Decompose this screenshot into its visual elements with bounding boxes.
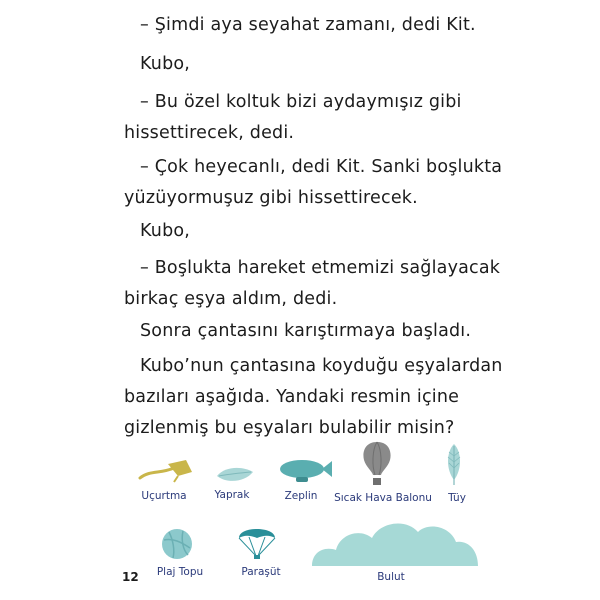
text-line: bazıları aşağıda. Yandaki resmin içine bbox=[124, 387, 460, 407]
kite-icon bbox=[138, 458, 196, 484]
item-label-leaf: Yaprak bbox=[214, 489, 250, 501]
story-paragraph-1 bbox=[124, 10, 476, 41]
item-label-hot-air-balloon: Sıcak Hava Balonu bbox=[334, 492, 432, 504]
text-line: Kubo, bbox=[140, 54, 191, 74]
leaf-icon bbox=[215, 464, 255, 486]
story-paragraph-7 bbox=[124, 316, 471, 347]
text-line: birkaç eşya aldım, dedi. bbox=[124, 289, 338, 309]
text-line: – Boşlukta hareket etmemizi sağlayacak bbox=[140, 258, 501, 278]
page-number: 12 bbox=[122, 570, 139, 584]
zeppelin-icon bbox=[276, 458, 334, 484]
beach-ball-icon bbox=[161, 528, 193, 560]
feather-icon bbox=[444, 442, 464, 486]
hot-air-balloon-icon bbox=[361, 440, 393, 486]
item-label-beach-ball: Plaj Topu bbox=[156, 566, 204, 578]
item-label-zeppelin: Zeplin bbox=[284, 490, 318, 502]
item-label-kite: Uçurtma bbox=[141, 490, 187, 502]
text-line: Kubo, bbox=[140, 221, 191, 241]
text-line: – Şimdi aya seyahat zamanı, dedi Kit. bbox=[140, 15, 476, 35]
story-paragraph-4 bbox=[124, 152, 502, 214]
parachute-icon bbox=[237, 522, 277, 560]
story-paragraph-8 bbox=[124, 351, 503, 444]
item-label-cloud: Bulut bbox=[377, 571, 405, 583]
story-paragraph-2 bbox=[124, 49, 190, 80]
text-line: Kubo’nun çantasına koyduğu eşyalardan bbox=[140, 356, 503, 376]
text-line: gizlenmiş bu eşyaları bulabilir misin? bbox=[124, 418, 455, 438]
text-line: hissettirecek, dedi. bbox=[124, 123, 295, 143]
cloud-icon bbox=[310, 514, 480, 566]
text-line: yüzüyormuşuz gibi hissettirecek. bbox=[124, 188, 418, 208]
text-line: Sonra çantasını karıştırmaya başladı. bbox=[140, 321, 472, 341]
story-paragraph-5 bbox=[124, 216, 190, 247]
story-paragraph-6 bbox=[124, 253, 500, 315]
item-label-parachute: Paraşüt bbox=[241, 566, 281, 578]
item-label-feather: Tüy bbox=[448, 492, 466, 504]
text-line: – Bu özel koltuk bizi aydaymışız gibi bbox=[140, 92, 462, 112]
story-paragraph-3 bbox=[124, 87, 462, 149]
text-line: – Çok heyecanlı, dedi Kit. Sanki boşlukta bbox=[140, 157, 503, 177]
